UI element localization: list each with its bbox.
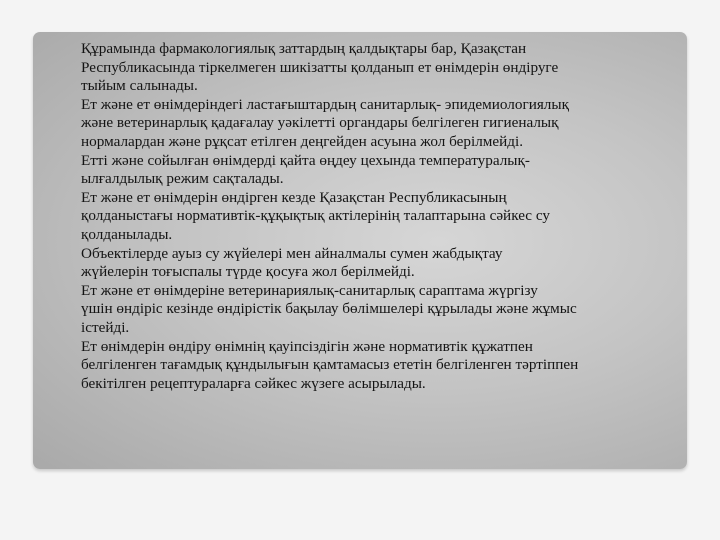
paragraph-recipes: Ет өнімдерін өндіру өнімнің қауіпсіздігін және нормативтік құжатпен белгіленген тағамдық құндылығын қамтамасыз ететін белгіленген тәртіппен бекітілген рецептураларға сәйкес жүзеге асырылады. — [81, 337, 579, 392]
paragraph-contaminants: Ет және ет өнімдеріндегі ластағыштардың санитарлық- эпидемиологиялық және ветеринарлық қадағалау уәкілетті органдары белгілеген гигиеналық нормалардан және рұқсат етілген деңгейден асуына жол берілмейді. — [81, 95, 569, 150]
text-block — [81, 40, 689, 393]
paragraph-pharmacological-residues: Құрамында фармакологиялық заттардың қалдықтары бар, Қазақстан Республикасында тіркелмеген шикізатты қолданып ет өнімдерін өндіруге тыйым салынады. — [81, 40, 559, 95]
paragraph-temperature-humidity: Етті және сойылған өнімдерді қайта өңдеу цехында температуралық- ылғалдылық режим сақталады. — [81, 151, 530, 188]
paragraph-water-systems: Объектілерде ауыз су жүйелері мен айналмалы сумен жабдықтау жүйелерін тоғыспалы түрде қосуға жол берілмейді. — [81, 244, 503, 281]
paragraph-veterinary-inspection: Ет және ет өнімдеріне ветеринариялық-санитарлық сараптама жүргізу үшін өндіріс кезінде өндірістік бақылау бөлімшелері құрылады және жұмыс істейді. — [81, 281, 577, 336]
paragraph-water-use: Ет және ет өнімдерін өндірген кезде Қазақстан Республикасының қолданыстағы нормативтік-құқықтық актілерінің талаптарына сәйкес су қолданылады. — [81, 188, 550, 243]
